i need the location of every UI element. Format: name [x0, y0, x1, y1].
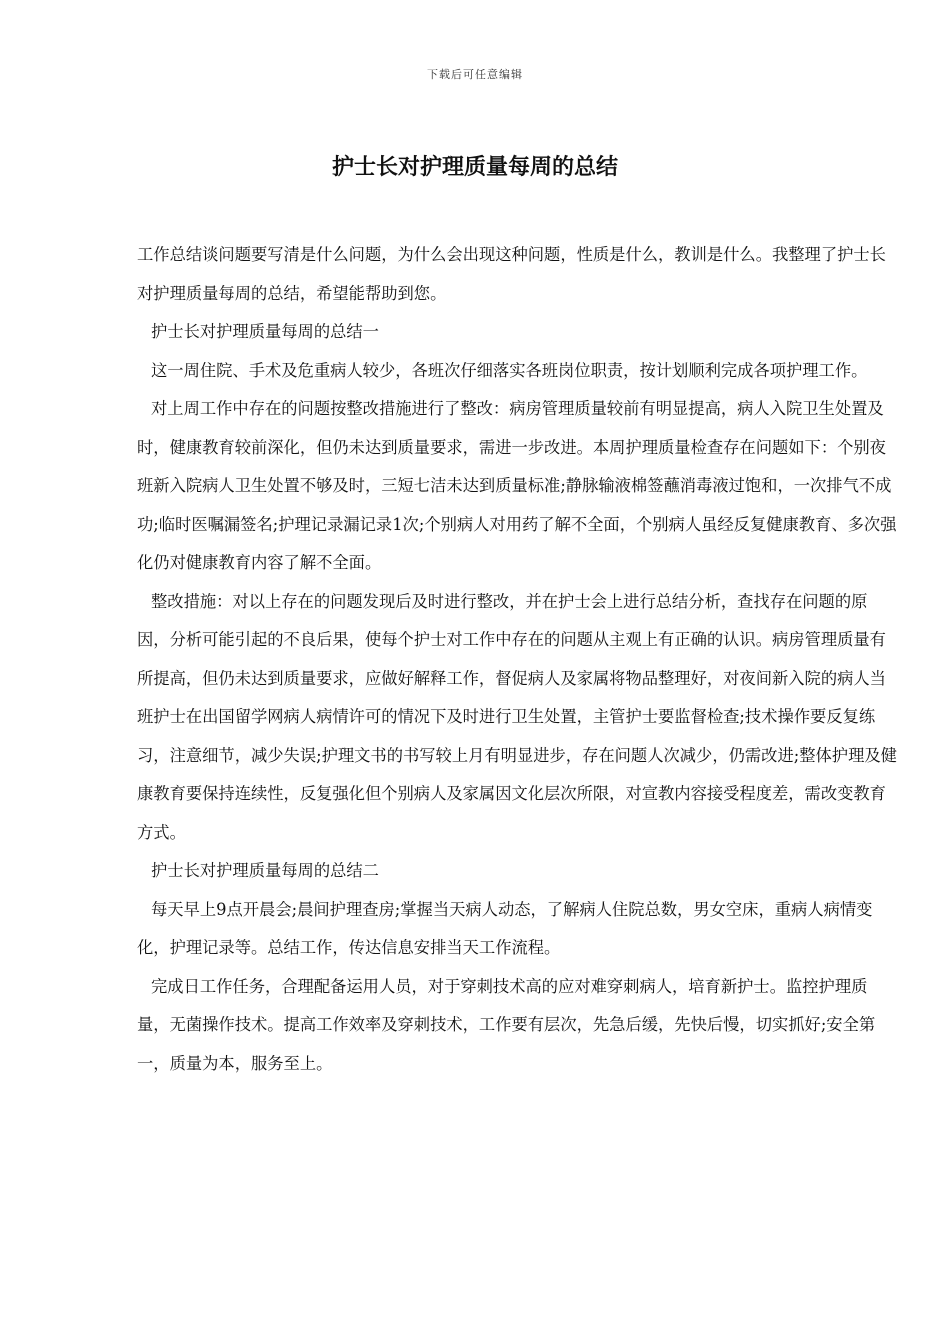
body-paragraph: 这一周住院、手术及危重病人较少，各班次仔细落实各班岗位职责，按计划顺利完成各项护理工作。	[151, 360, 868, 380]
body-paragraph: 整改措施：对以上存在的问题发现后及时进行整改，并在护士会上进行总结分析，查找存在问题的原因，分析可能引起的不良后果，使每个护士对工作中存在的问题从主观上有正确的认识。病房管理质量有所提高，但仍未达到质量要求，应做好解释工作，督促病人及家属将物品整理好，对夜间新入院的病人当班护士在出国留学网病人病情许可的情况下及时进行卫生处置，主管护士要监督检查;技术操作要反复练习，注意细节，减少失误;护理文书的书写较上月有明显进步，存在问题人次减少，仍需改进;整体护理及健康教育要保持连续性，反复强化但个别病人及家属因文化层次所限，对宣教内容接受程度差，需改变教育方式。	[137, 591, 897, 842]
body-paragraph: 每天早上9点开晨会;晨间护理查房;掌握当天病人动态，了解病人住院总数，男女空床，重病人病情变化，护理记录等。总结工作，传达信息安排当天工作流程。	[137, 899, 873, 957]
document-title: 护士长对护理质量每周的总结	[331, 155, 618, 180]
body-paragraph: 完成日工作任务，合理配备运用人员，对于穿刺技术高的应对难穿刺病人，培育新护士。监控护理质量，无菌操作技术。提高工作效率及穿刺技术，工作要有层次，先急后缓，先快后慢，切实抓好;安全第一，质量为本，服务至上。	[137, 976, 876, 1073]
section-heading-1: 护士长对护理质量每周的总结一	[151, 322, 379, 341]
body-paragraph: 对上周工作中存在的问题按整改措施进行了整改：病房管理质量较前有明显提高，病人入院卫生处置及时，健康教育较前深化，但仍未达到质量要求，需进一步改进。本周护理质量检查存在问题如下：个别夜班新入院病人卫生处置不够及时，三短七洁未达到质量标准;静脉输液棉签蘸消毒液过饱和，一次排气不成功;临时医嘱漏签名;护理记录漏记录1次;个别病人对用药了解不全面，个别病人虽经反复健康教育、多次强化仍对健康教育内容了解不全面。	[137, 399, 897, 572]
document-body	[137, 236, 897, 1083]
section-heading-2: 护士长对护理质量每周的总结二	[151, 861, 379, 880]
intro-paragraph: 工作总结谈问题要写清是什么问题，为什么会出现这种问题，性质是什么，教训是什么。我整理了护士长对护理质量每周的总结，希望能帮助到您。	[137, 245, 886, 303]
page-header-note: 下载后可任意编辑	[427, 68, 523, 81]
